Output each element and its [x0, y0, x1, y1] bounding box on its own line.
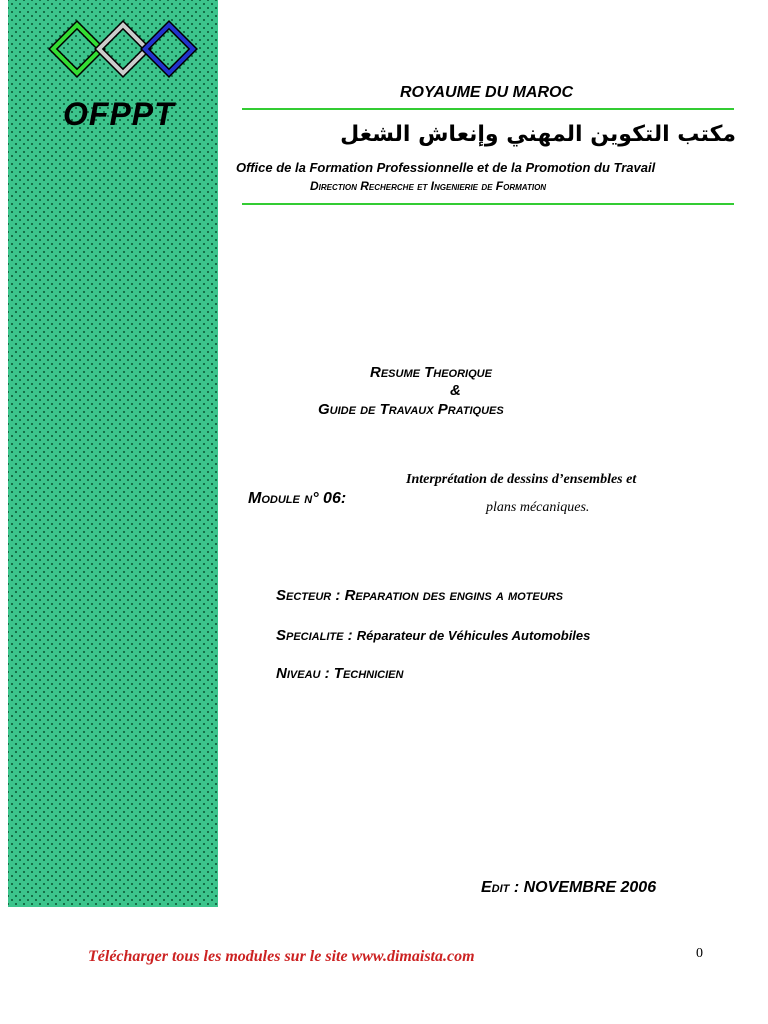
download-footer: Télécharger tous les modules sur le site www.dimaista.com — [88, 948, 475, 965]
secteur-value: Reparation des engins a moteurs — [344, 587, 563, 604]
module-title-line2: plans mécaniques. — [486, 500, 590, 515]
module-label: Module n° 06: — [248, 490, 347, 507]
office-name: Office de la Formation Professionnelle et de la Promotion du Travail — [236, 160, 656, 175]
divider-bottom — [242, 203, 734, 205]
secteur-row — [276, 587, 563, 604]
decorative-sidebar — [8, 0, 218, 907]
module-title-line1: Interprétation de dessins d’ensembles et — [406, 472, 637, 487]
specialite-value: Réparateur de Véhicules Automobiles — [356, 628, 591, 643]
secteur-label: Secteur : — [276, 587, 345, 604]
niveau-row — [276, 665, 403, 682]
direction-name: Direction Recherche et Ingenierie de Formation — [310, 179, 547, 193]
page-number: 0 — [696, 946, 703, 961]
ofppt-logo-icon — [48, 18, 198, 90]
niveau-value: Technicien — [333, 665, 404, 682]
doc-type-amp: & — [450, 382, 461, 399]
edit-date: Edit : NOVEMBRE 2006 — [481, 879, 657, 896]
specialite-label: Specialite : — [276, 627, 357, 644]
doc-type-line1: Resume Theorique — [370, 364, 492, 381]
niveau-label: Niveau : — [276, 665, 334, 682]
divider-top — [242, 108, 734, 110]
doc-type-line2: Guide de Travaux Pratiques — [318, 401, 504, 418]
arabic-name: مكتب التكوين المهني وإنعاش الشغل — [340, 122, 736, 147]
kingdom-title: ROYAUME DU MAROC — [400, 84, 574, 101]
logo-text: OFPPT — [63, 96, 175, 132]
specialite-row — [276, 627, 590, 644]
